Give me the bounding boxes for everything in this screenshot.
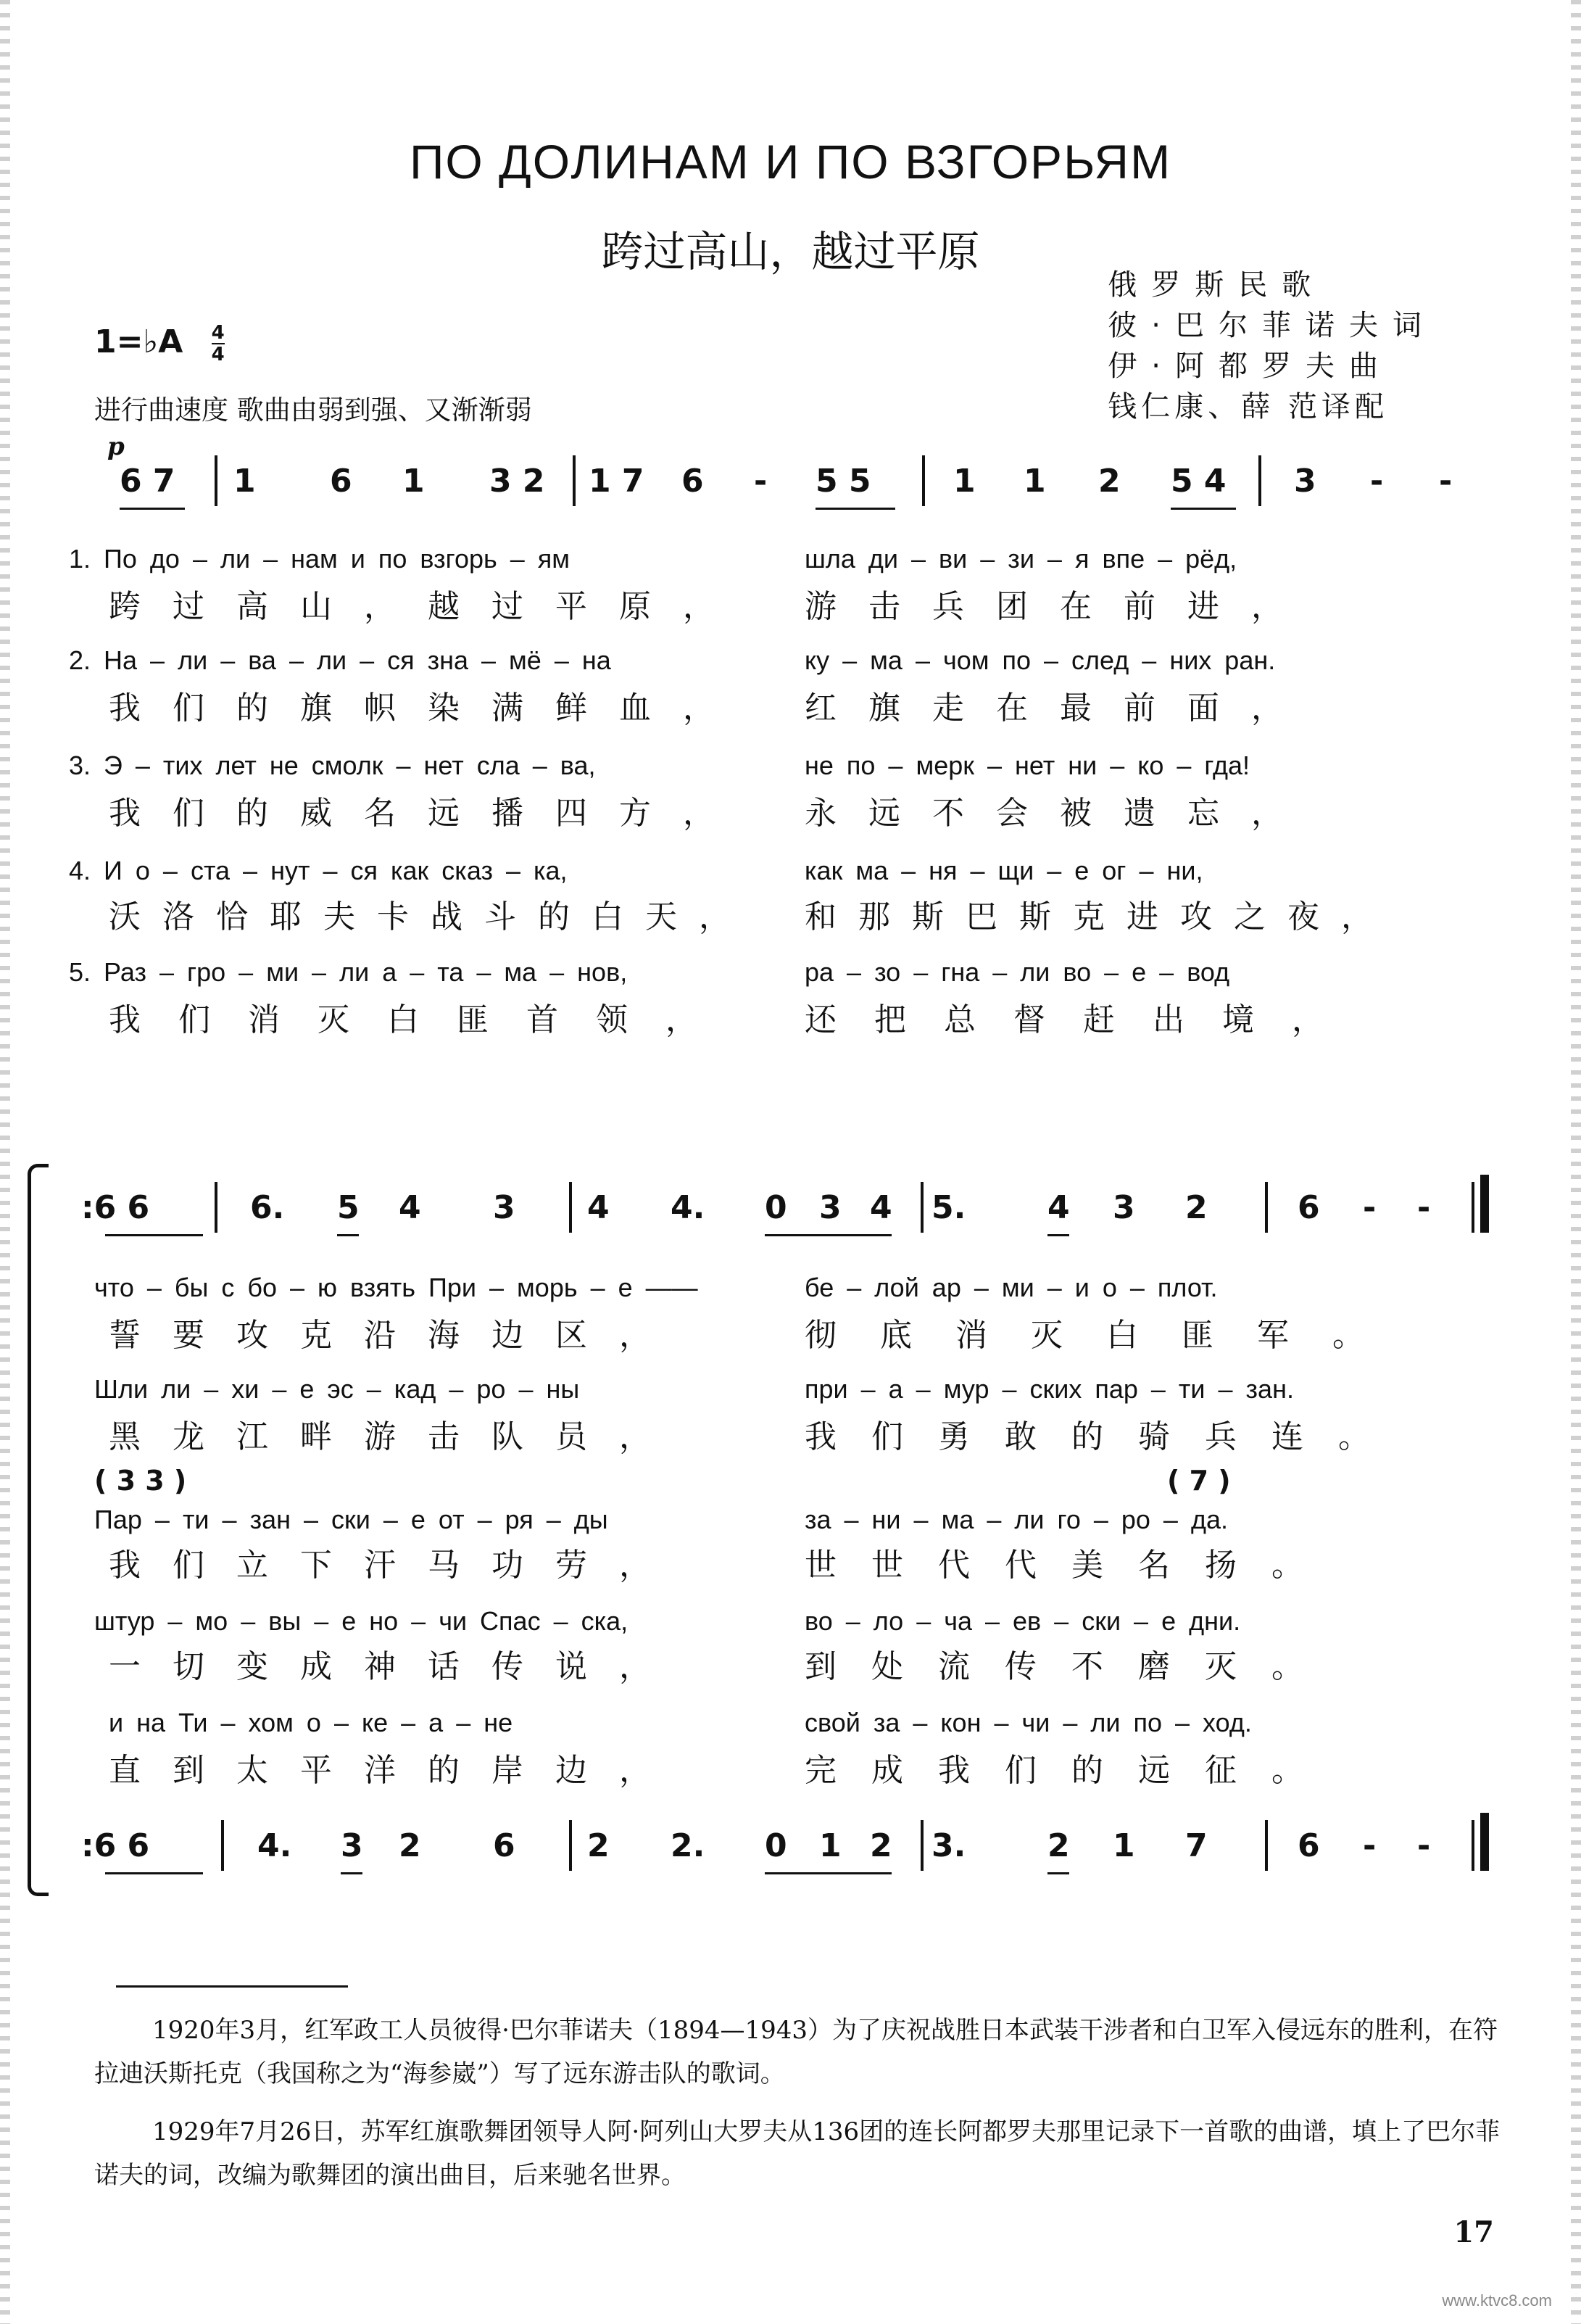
note: 3. (931, 1827, 966, 1864)
note: 4. (257, 1827, 292, 1864)
barline (921, 1182, 924, 1233)
note: 3 (819, 1189, 842, 1226)
note: 3 (493, 1189, 515, 1226)
watermark: www.ktvc8.com (1442, 2291, 1552, 2309)
verse-4-refrain-ru-b: во – ло – ча – ев – ски – е дни. (805, 1606, 1241, 1636)
verse-2-refrain-ru-b: при – а – мур – ских пар – ти – зан. (805, 1374, 1294, 1404)
note: 1 (1024, 463, 1046, 500)
note: 3 (1294, 463, 1316, 500)
barline (573, 455, 576, 506)
verse-2-refrain-ru-a: Шли ли – хи – е эс – кад – ро – ны (94, 1374, 580, 1404)
note: 4 (399, 1189, 421, 1226)
note: 2 (399, 1827, 421, 1864)
credit-origin: 俄罗斯民歌 (1108, 268, 1326, 302)
credit-translators: 钱仁康、薛 范译配 (1108, 390, 1388, 423)
note: 2. (671, 1827, 705, 1864)
verse-3-zh-b: 永远不会被遗忘， (805, 795, 1315, 832)
verse-1-zh-a: 跨过高山，越过平原， (109, 588, 747, 625)
verse-5-refrain-zh-a: 直到太平洋的岸边， (109, 1752, 683, 1789)
song-title-russian: ПО ДОЛИНАМ И ПО ВЗГОРЬЯМ (409, 135, 1172, 189)
verse-3-refrain-ru-a: Пар – ти – зан – ски – е от – ря – ды (94, 1505, 608, 1534)
barline (215, 455, 217, 506)
song-title-chinese: 跨过高山，越过平原 (601, 227, 980, 276)
verse-2-refrain-zh-b: 我们勇敢的骑兵连。 (805, 1418, 1405, 1455)
note: 6 (1298, 1189, 1320, 1226)
beam-underline (105, 1872, 203, 1874)
footnote-paragraph-1: 1920年3月，红军政工人员彼得·巴尔菲诺夫（1894—1943）为了庆祝战胜日本武装干涉者和白卫军入侵远东的胜利，在符拉迪沃斯托克（我国称之为“海参崴”）写了远东游击队的歌词。 (94, 2016, 1498, 2088)
note: 0 (765, 1827, 787, 1864)
verse-5-ru-a: 5. Раз – гро – ми – ли а – та – ма – нов, (69, 957, 628, 987)
note: 0 (765, 1189, 787, 1226)
verse-2-zh-b: 红旗走在最前面， (805, 690, 1315, 727)
note: - (1417, 1827, 1431, 1864)
verse-3-refrain-ru-b: за – ни – ма – ли го – ро – да. (805, 1505, 1228, 1534)
verse-1-refrain-ru-b: бе – лой ар – ми – и о – плот. (805, 1273, 1218, 1302)
verse-2-zh-a: 我们的旗帜染满鲜血， (109, 690, 747, 727)
beam-underline (765, 1234, 892, 1236)
note: 5 (337, 1189, 360, 1226)
note: 1 (402, 463, 425, 500)
note: 6. (250, 1189, 285, 1226)
note-group: 5 5 (816, 463, 871, 500)
time-signature (212, 323, 225, 365)
notation-line-3 (0, 1827, 1581, 1871)
beam-underline (1047, 1872, 1069, 1874)
verse-4-refrain-ru-a: штур – мо – вы – е но – чи Спас – ска, (94, 1606, 628, 1636)
verse-1-zh-b: 游击兵团在前进， (805, 588, 1315, 625)
credit-lyricist: 彼·巴尔菲诺夫词 (1108, 309, 1436, 342)
note: 4 (1047, 1189, 1070, 1226)
left-edge-decoration (0, 0, 10, 2324)
note: 2 (1185, 1189, 1208, 1226)
barline (569, 1820, 572, 1871)
verse-4-refrain-zh-b: 到处流传不磨灭。 (805, 1648, 1338, 1685)
dynamic-marking: p (107, 432, 125, 461)
verse-2-ru-a: 2. На – ли – ва – ли – ся зна – мё – на (69, 645, 611, 675)
barline (1472, 1182, 1474, 1233)
verse-3-refrain-zh-a: 我们立下汗马功劳， (109, 1547, 683, 1584)
verse-5-refrain-ru-b: свой за – кон – чи – ли по – ход. (805, 1708, 1252, 1737)
barline (215, 1182, 217, 1233)
note-group: 5 4 (1171, 463, 1227, 500)
barline (1258, 455, 1261, 506)
alternate-notes-left: ( 3 3 ) (94, 1465, 187, 1497)
note-group: :6 6 (81, 1827, 150, 1864)
verse-4-zh-b: 和那斯巴斯克进攻之夜， (805, 898, 1395, 935)
note: 6 (1298, 1827, 1320, 1864)
barline (1472, 1820, 1474, 1871)
song-credits (1108, 265, 1436, 427)
beam-underline (337, 1234, 359, 1236)
verse-2-ru-b: ку – ма – чом по – след – них ран. (805, 645, 1276, 675)
verse-5-ru-b: ра – зо – гна – ли во – е – вод (805, 957, 1230, 987)
beam-underline (341, 1872, 362, 1874)
verse-4-zh-a: 沃洛恰耶夫卡战斗的白天， (109, 898, 752, 935)
beam-underline (1047, 1234, 1069, 1236)
verse-4-ru-a: 4. И о – ста – нут – ся как сказ – ка, (69, 856, 568, 885)
verse-5-refrain-zh-b: 完成我们的远征。 (805, 1752, 1338, 1789)
repeat-end-bar (1480, 1175, 1489, 1233)
barline (1265, 1182, 1268, 1233)
tempo-marking: 进行曲速度 歌曲由弱到强、又渐渐弱 (94, 394, 532, 426)
note: 4 (870, 1189, 892, 1226)
meter-top: 4 (211, 322, 225, 344)
footnote-paragraph-2: 1929年7月26日，苏军红旗歌舞团领导人阿·阿列山大罗夫从136团的连长阿都罗夫那里记录下一首歌的曲谱，填上了巴尔菲诺夫的词，改编为歌舞团的演出曲目，后来驰名世界。 (94, 2117, 1501, 2190)
verse-2-refrain-zh-a: 黑龙江畔游击队员， (109, 1418, 683, 1455)
note: - (754, 463, 768, 500)
note: 1 (953, 463, 976, 500)
verse-5-zh-a: 我们消灭白匪首领， (109, 1001, 735, 1038)
verse-1-refrain-ru-a: что – бы с бо – ю взять При – морь – е —— (94, 1273, 698, 1302)
note: - (1417, 1189, 1431, 1226)
note: 6 (493, 1827, 515, 1864)
note: 3 (1113, 1189, 1135, 1226)
beam-underline (816, 508, 895, 510)
note: 1 (233, 463, 256, 500)
repeat-bracket (28, 1164, 49, 1896)
note-group: :6 6 (81, 1189, 150, 1226)
verse-5-zh-b: 还把总督赶出境， (805, 1001, 1361, 1038)
verse-5-refrain-ru-a: и на Ти – хом о – ке – а – не (109, 1708, 513, 1737)
note: - (1363, 1189, 1377, 1226)
page-number: 17 (1453, 2215, 1494, 2249)
note: 6 (330, 463, 352, 500)
barline (1265, 1820, 1268, 1871)
note-group: 6 7 (120, 463, 175, 500)
barline (922, 455, 925, 506)
note: - (1439, 463, 1453, 500)
note: - (1363, 1827, 1377, 1864)
verse-3-ru-a: 3. Э – тих лет не смолк – нет сла – ва, (69, 750, 596, 780)
alternate-notes-right: ( 7 ) (1167, 1465, 1231, 1497)
beam-underline (1171, 508, 1236, 510)
notation-line-1 (0, 463, 1581, 506)
note-group: 3 2 (489, 463, 545, 500)
note: 3 (341, 1827, 363, 1864)
notation-line-2 (0, 1189, 1581, 1233)
verse-4-ru-b: как ма – ня – щи – е ог – ни, (805, 856, 1203, 885)
note: 2 (1047, 1827, 1070, 1864)
key-signature (94, 323, 225, 365)
note: 1 (1113, 1827, 1135, 1864)
note: 2 (587, 1827, 610, 1864)
note: 2 (1098, 463, 1121, 500)
verse-4-refrain-zh-a: 一切变成神话传说， (109, 1648, 683, 1685)
note: 4. (671, 1189, 705, 1226)
beam-underline (765, 1872, 892, 1874)
verse-3-zh-a: 我们的威名远播四方， (109, 795, 747, 832)
note: 6 (681, 463, 704, 500)
note-group: 1 7 (589, 463, 644, 500)
note: 4 (587, 1189, 610, 1226)
note: - (1370, 463, 1384, 500)
barline (921, 1820, 924, 1871)
repeat-end-bar (1480, 1813, 1489, 1871)
key-label: 1=♭A (94, 323, 183, 360)
barline (221, 1820, 224, 1871)
verse-1-refrain-zh-b: 彻底消灭白匪军。 (805, 1317, 1408, 1354)
barline (569, 1182, 572, 1233)
note: 1 (819, 1827, 842, 1864)
beam-underline (105, 1234, 203, 1236)
verse-3-refrain-zh-b: 世世代代美名扬。 (805, 1547, 1338, 1584)
note: 5. (931, 1189, 966, 1226)
footnote-rule (116, 1985, 348, 1988)
verse-1-ru-b: шла ди – ви – зи – я впе – рёд, (805, 544, 1237, 574)
verse-1-ru-a: 1. По до – ли – нам и по взгорь – ям (69, 544, 570, 574)
credit-composer: 伊·阿都罗夫曲 (1108, 350, 1393, 383)
verse-1-refrain-zh-a: 誓要攻克沿海边区， (109, 1317, 683, 1354)
beam-underline (120, 508, 185, 510)
meter-bottom: 4 (211, 344, 225, 365)
verse-3-ru-b: не по – мерк – нет ни – ко – гда! (805, 750, 1250, 780)
note: 7 (1185, 1827, 1208, 1864)
note: 2 (870, 1827, 892, 1864)
right-edge-decoration (1571, 0, 1581, 2324)
